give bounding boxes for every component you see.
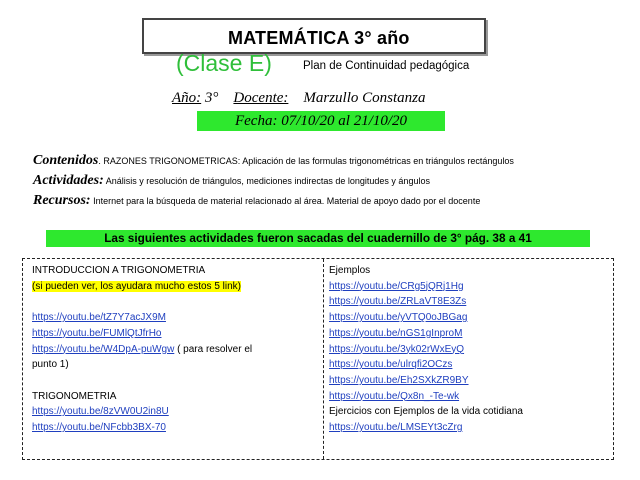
link-note: ( para resolver el — [174, 343, 253, 355]
video-link[interactable]: https://youtu.be/yVTQ0oJBGag — [329, 312, 468, 324]
intro-note: (si pueden ver, los ayudara mucho estos 5 link) — [32, 280, 241, 292]
video-link[interactable]: https://youtu.be/nGS1gInproM — [329, 327, 463, 339]
activities-banner: Las siguientes actividades fueron sacadas del cuadernillo de 3° pág. 38 a 41 — [46, 230, 590, 247]
links-table — [22, 258, 614, 460]
clase-label: (Clase E) — [176, 50, 272, 76]
video-link[interactable]: https://youtu.be/LMSEYt3cZrg — [329, 422, 463, 434]
video-link[interactable]: https://youtu.be/tZ7Y7acJX9M — [32, 312, 166, 324]
right-column — [329, 263, 609, 436]
fecha-highlight: Fecha: 07/10/20 al 21/10/20 — [197, 111, 445, 131]
actividades-label: Actividades: — [33, 173, 104, 188]
anio-value: 3° — [204, 90, 219, 106]
video-link[interactable]: https://youtu.be/3yk02rWxEyQ — [329, 343, 465, 355]
video-link[interactable]: https://youtu.be/FUMlQtJfrHo — [32, 327, 162, 339]
docente-label: Docente: — [233, 90, 289, 106]
contenidos-text: . RAZONES TRIGONOMETRICAS: Aplicación de las formulas trigonométricas en triángulos rectángulos — [98, 156, 514, 166]
actividades-line — [33, 171, 430, 189]
video-link[interactable]: https://youtu.be/W4DpA-puWgw — [32, 343, 175, 355]
page-title: MATEMÁTICA 3° año — [228, 28, 410, 48]
recursos-line — [33, 191, 480, 209]
column-divider — [323, 259, 324, 459]
trig-heading: TRIGONOMETRIA — [32, 390, 117, 402]
video-link[interactable]: https://youtu.be/8zVW0U2in8U — [32, 406, 169, 418]
recursos-label: Recursos: — [33, 193, 91, 208]
ejemplos-heading: Ejemplos — [329, 265, 371, 276]
plan-label: Plan de Continuidad pedagógica — [303, 60, 470, 72]
link-note-cont: punto 1) — [32, 359, 69, 371]
video-link[interactable]: https://youtu.be/ulrqfi2OCzs — [329, 359, 453, 371]
anio-label: Año: — [172, 90, 202, 106]
video-link[interactable]: https://youtu.be/Qx8n_-Te-wk — [329, 390, 460, 402]
recursos-text: Internet para la búsqueda de material relacionado al área. Material de apoyo dado por el docente — [90, 196, 481, 206]
contenidos-line — [33, 151, 514, 169]
left-column — [32, 263, 316, 436]
contenidos-label: Contenidos — [33, 153, 99, 168]
actividades-text: Análisis y resolución de triángulos, mediciones indirectas de longitudes y ángulos — [103, 176, 430, 186]
video-link[interactable]: https://youtu.be/NFcbb3BX-70 — [32, 422, 166, 433]
video-link[interactable]: https://youtu.be/CRg5jQRj1Hg — [329, 280, 464, 292]
video-link[interactable]: https://youtu.be/ZRLaVT8E3Zs — [329, 296, 467, 308]
ejercicios-heading: Ejercicios con Ejemplos de la vida cotidiana — [329, 406, 523, 418]
intro-heading: INTRODUCCION A TRIGONOMETRIA — [32, 265, 206, 276]
year-teacher-line — [172, 90, 426, 107]
video-link[interactable]: https://youtu.be/Eh2SXkZR9BY — [329, 374, 469, 386]
docente-value: Marzullo Constanza — [303, 90, 426, 106]
